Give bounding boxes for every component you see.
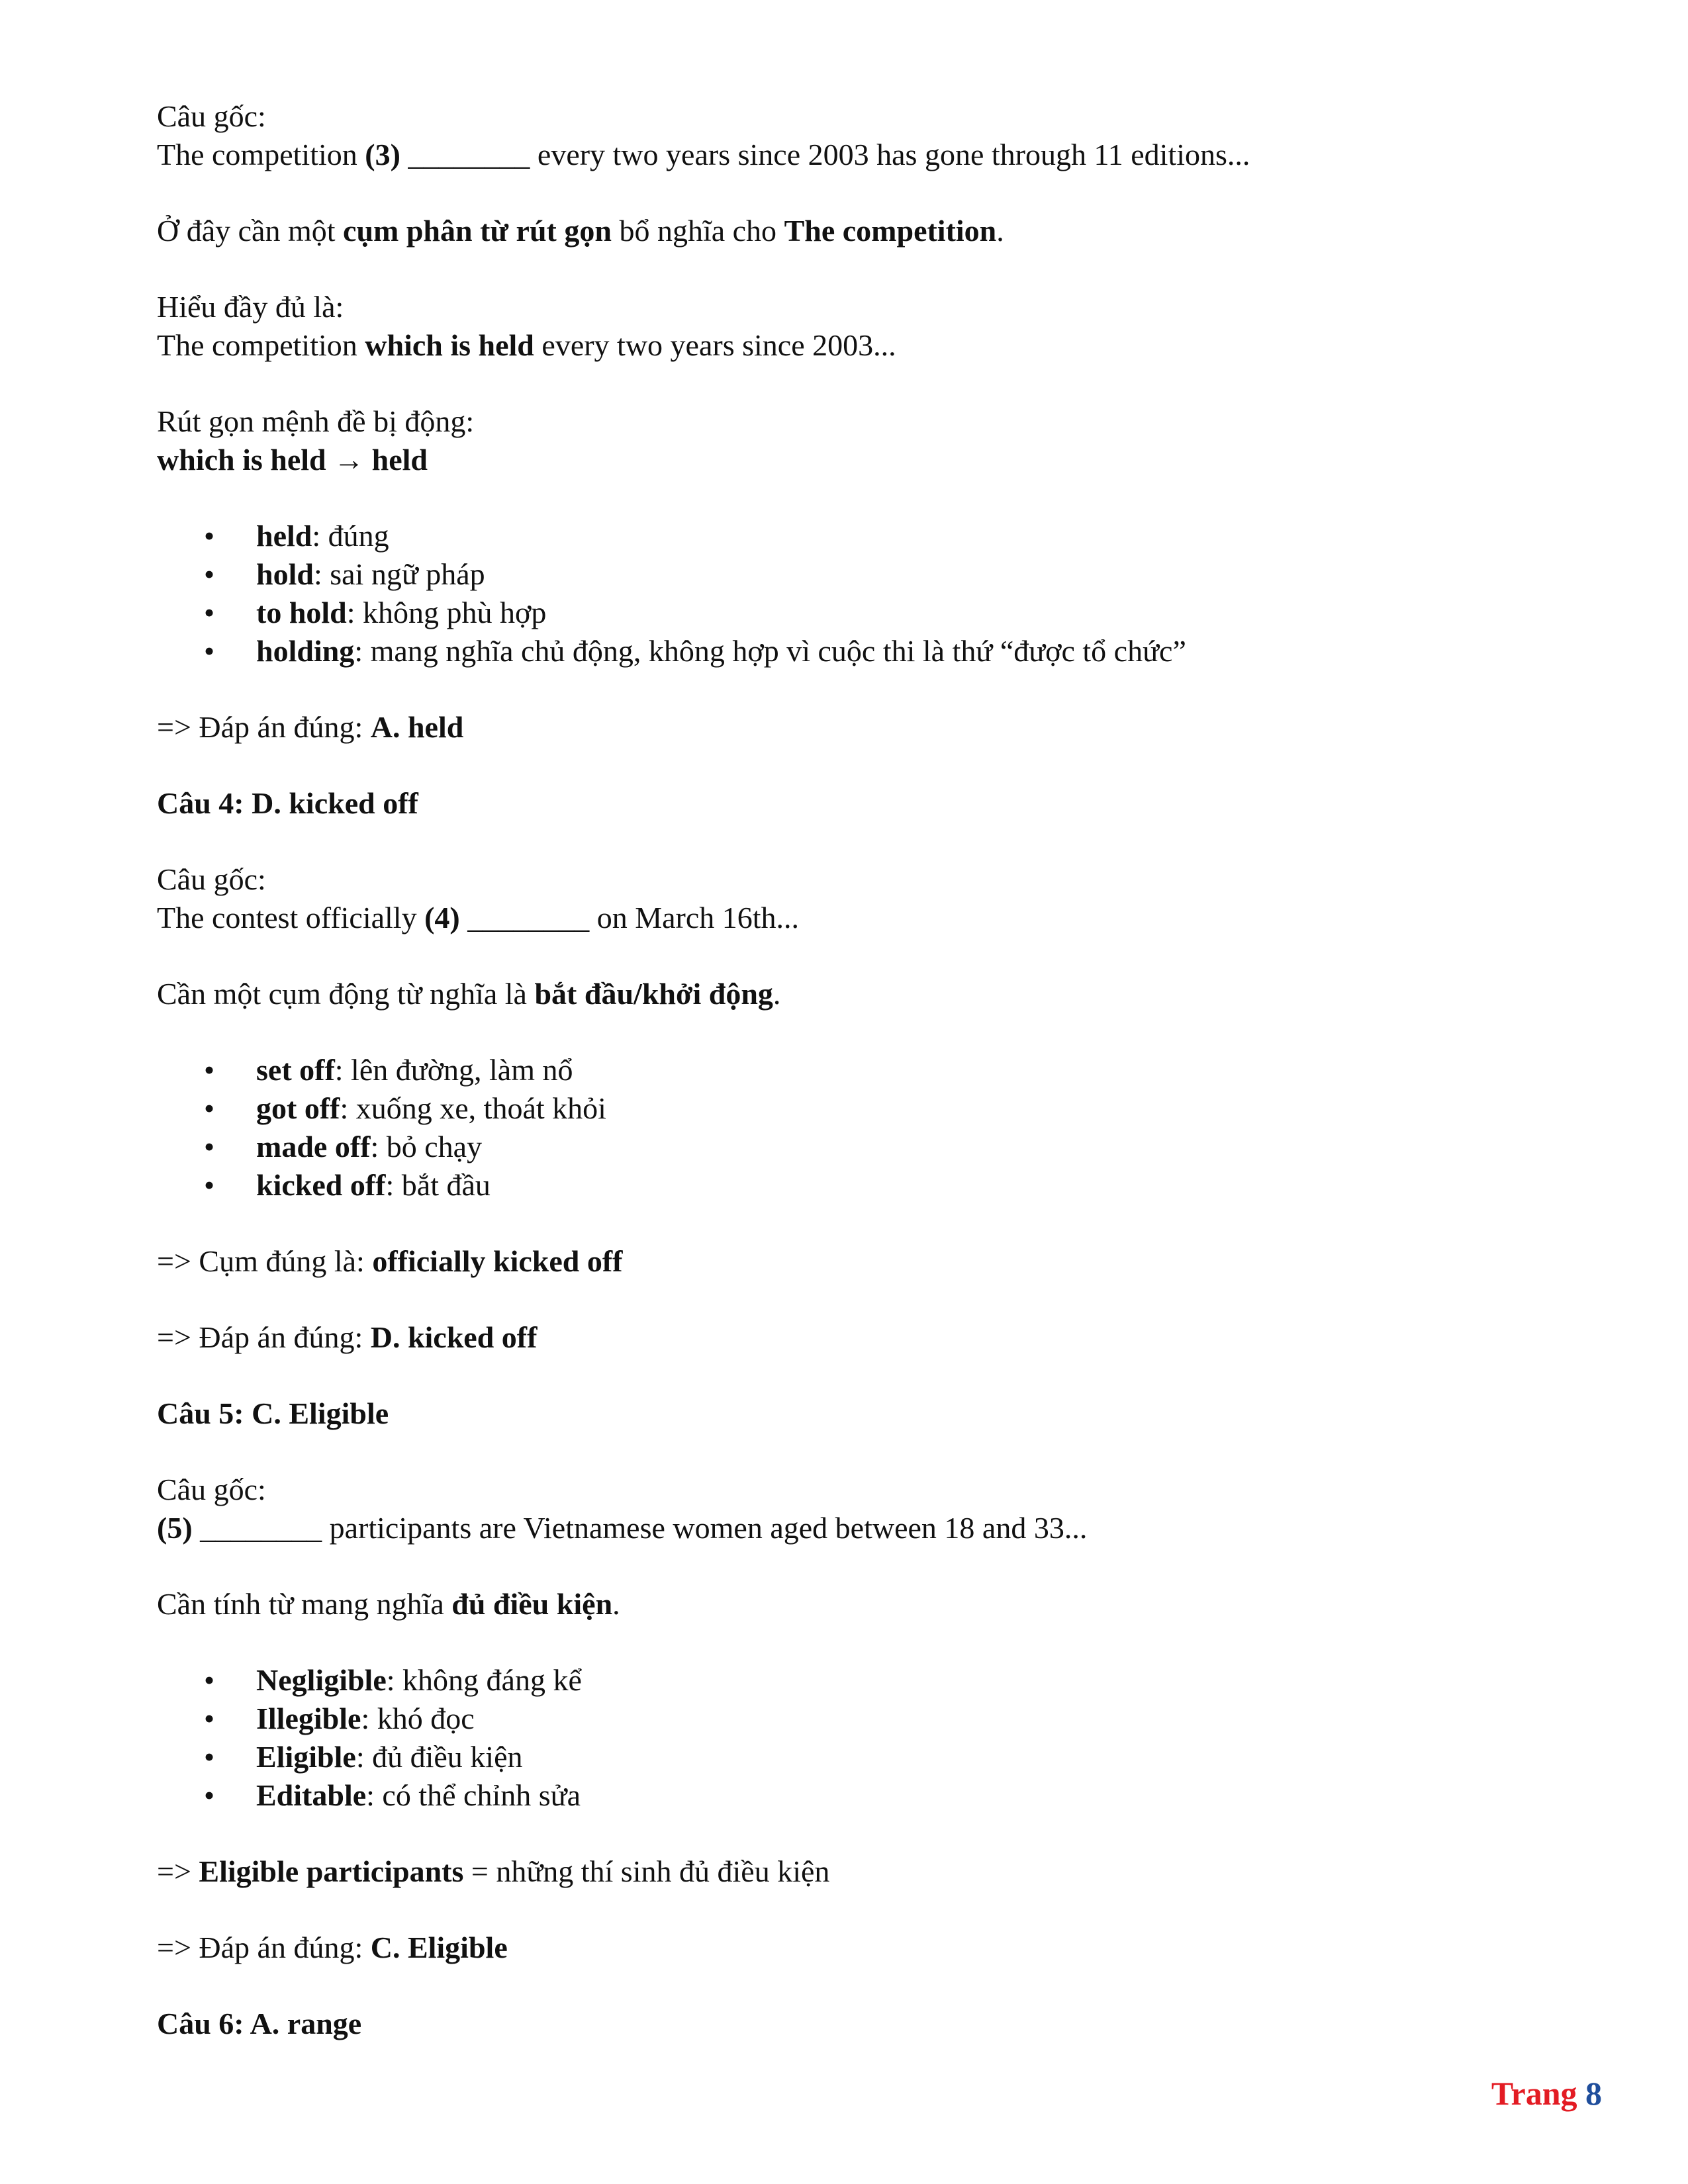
list-item: Illegible: khó đọc [256,1702,475,1735]
q4-answer: => Đáp án đúng: D. kicked off [157,1320,538,1354]
q3-reduce-rule: which is held → held [157,443,428,477]
q4-heading: Câu 4: D. kicked off [157,786,418,820]
bullet-icon: • [204,557,215,591]
list-item: got off: xuống xe, thoát khỏi [256,1091,606,1125]
bullet-icon: • [204,1740,215,1774]
q3-original-sentence: The competition (3) ________ every two years since 2003 has gone through 11 editions... [157,138,1250,171]
list-item: Eligible: đủ điều kiện [256,1740,523,1774]
list-item: made off: bỏ chạy [256,1130,483,1163]
bullet-icon: • [204,1091,215,1125]
q5-original-label: Câu gốc: [157,1473,266,1506]
q4-note: Cần một cụm động từ nghĩa là bắt đầu/khởi động. [157,977,781,1011]
list-item: to hold: không phù hợp [256,596,547,629]
q5-heading: Câu 5: C. Eligible [157,1396,389,1430]
q3-original-label: Câu gốc: [157,99,266,133]
list-item: hold: sai ngữ pháp [256,557,485,591]
bullet-icon: • [204,1778,215,1812]
list-item: set off: lên đường, làm nổ [256,1053,573,1087]
q4-original-label: Câu gốc: [157,862,266,896]
list-item: kicked off: bắt đầu [256,1168,491,1202]
list-item: Editable: có thể chỉnh sửa [256,1778,581,1812]
bullet-icon: • [204,519,215,553]
bullet-icon: • [204,1663,215,1697]
bullet-icon: • [204,1130,215,1163]
q5-phrase: => Eligible participants = những thí sinh đủ điều kiện [157,1854,830,1888]
q3-reduce-label: Rút gọn mệnh đề bị động: [157,404,475,438]
bullet-icon: • [204,596,215,629]
q4-original-sentence: The contest officially (4) ________ on March 16th... [157,901,800,934]
list-item: Negligible: không đáng kể [256,1663,582,1697]
list-item: held: đúng [256,519,389,553]
bullet-icon: • [204,1168,215,1202]
q3-note: Ở đây cần một cụm phân từ rút gọn bổ nghĩa cho The competition. [157,214,1004,248]
q3-answer: => Đáp án đúng: A. held [157,710,464,744]
bullet-icon: • [204,1053,215,1087]
q5-original-sentence: (5) ________ participants are Vietnamese women aged between 18 and 33... [157,1511,1088,1545]
q3-full-sentence: The competition which is held every two years since 2003... [157,328,896,362]
bullet-icon: • [204,1702,215,1735]
q5-answer: => Đáp án đúng: C. Eligible [157,1931,508,1964]
q4-phrase: => Cụm đúng là: officially kicked off [157,1244,623,1278]
q5-note: Cần tính từ mang nghĩa đủ điều kiện. [157,1587,620,1621]
bullet-icon: • [204,634,215,668]
list-item: holding: mang nghĩa chủ động, không hợp vì cuộc thi là thứ “được tổ chức” [256,634,1186,668]
q3-full-label: Hiểu đầy đủ là: [157,290,344,324]
page-label: Trang [1491,2075,1577,2112]
q6-heading: Câu 6: A. range [157,2007,362,2040]
page-footer [1491,2073,1602,2113]
page-number: 8 [1585,2075,1602,2112]
